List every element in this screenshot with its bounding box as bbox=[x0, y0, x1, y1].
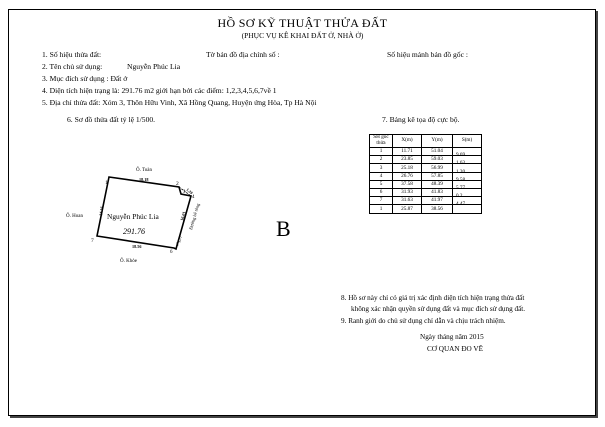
header-x: X(m) bbox=[393, 135, 422, 148]
cell-x: 23.85 bbox=[393, 156, 422, 164]
point-label-5: 5 bbox=[176, 243, 179, 248]
cell-sh: 1 bbox=[370, 205, 393, 213]
table-header-row bbox=[370, 135, 482, 148]
cell-x: 37.58 bbox=[393, 180, 422, 188]
header-y: Y(m) bbox=[422, 135, 453, 148]
north-neighbor: Ô. Toàn bbox=[136, 168, 152, 173]
cell-x: 31.63 bbox=[393, 197, 422, 205]
cell-y: 51.04 bbox=[422, 148, 453, 156]
document-title: HỒ SƠ KỸ THUẬT THỬA ĐẤT bbox=[217, 16, 388, 30]
point-label-3: 3 bbox=[183, 190, 186, 195]
map-sheet-label: Tờ bản đồ địa chính số : bbox=[206, 50, 280, 59]
point-label-7: 7 bbox=[91, 238, 94, 244]
cell-x: 25.87 bbox=[393, 205, 422, 213]
cell-sh: 4 bbox=[370, 172, 393, 180]
cell-sh: 6 bbox=[370, 188, 393, 196]
coordinate-table bbox=[369, 134, 482, 214]
cell-x: 11.71 bbox=[393, 148, 422, 156]
survey-agency: CƠ QUAN ĐO VẼ bbox=[427, 345, 483, 353]
cell-y: 38.56 bbox=[422, 205, 453, 213]
cell-sh: 7 bbox=[370, 197, 393, 205]
edge-label-5-7: 18.56 bbox=[132, 244, 142, 249]
cell-y: 41.97 bbox=[422, 197, 453, 205]
cell-sh: 5 bbox=[370, 180, 393, 188]
block-sheet-label: Số hiệu mảnh bản đồ gốc : bbox=[387, 50, 468, 59]
distance-value: 9.69 bbox=[456, 152, 466, 159]
distance-value: 5.77 bbox=[456, 185, 466, 192]
header-s: S(m) bbox=[453, 135, 482, 148]
coord-table-label: 7. Bảng kê tọa độ cực bộ. bbox=[382, 115, 460, 124]
edge-label-7-1: 14.16 bbox=[98, 206, 105, 217]
point-label-1: 1 bbox=[105, 180, 108, 186]
note-8-line-1: 8. Hồ sơ này chỉ có giá trị xác định diện tích hiện trạng thửa đất bbox=[341, 294, 525, 302]
cell-y: 56.99 bbox=[422, 164, 453, 172]
distance-value: 1.20 bbox=[456, 168, 466, 175]
cell-y: 59.03 bbox=[422, 156, 453, 164]
distance-value: 0.2 bbox=[456, 193, 463, 200]
parcel-number-label: 1. Số hiệu thửa đất: bbox=[42, 50, 102, 59]
distance-value: 4.47 bbox=[456, 201, 466, 208]
cell-x: 25.18 bbox=[393, 164, 422, 172]
cell-y: 41.83 bbox=[422, 188, 453, 196]
document-subtitle: (PHỤC VỤ KÊ KHAI ĐẤT Ở, NHÀ Ở) bbox=[241, 31, 364, 40]
north-arrow-icon: B bbox=[276, 216, 291, 241]
date-line: Ngày tháng năm 2015 bbox=[420, 333, 484, 341]
address-line: 5. Địa chỉ thửa đất: Xóm 3, Thôn Hữu Vinh, Xã Hồng Quang, Huyện ứng Hòa, Tp Hà Nội bbox=[42, 98, 317, 107]
cell-sh: 2 bbox=[370, 156, 393, 164]
point-label-6: 6 bbox=[170, 250, 173, 255]
cell-x: 31.93 bbox=[393, 188, 422, 196]
cell-s bbox=[453, 148, 482, 159]
point-label-2: 2 bbox=[176, 181, 179, 187]
point-label-4: 4 bbox=[192, 195, 195, 200]
cell-sh: 1 bbox=[370, 148, 393, 156]
edge-label-2-3: 1.20 bbox=[185, 186, 194, 196]
distance-value: 9.58 bbox=[456, 176, 466, 183]
table-row bbox=[370, 148, 482, 156]
cell-y: 48.39 bbox=[422, 180, 453, 188]
edge-label-4-5: 16.01 bbox=[179, 210, 187, 222]
owner-label: 2. Tên chủ sử dụng: bbox=[42, 62, 103, 71]
cell-y: 57.85 bbox=[422, 172, 453, 180]
note-9: 9. Ranh giới do chủ sử dụng chỉ dẫn và chịu trách nhiệm. bbox=[341, 317, 506, 325]
area-line: 4. Diện tích hiện trạng là: 291.76 m2 giới hạn bởi các điểm: 1,2,3,4,5,6,7về 1 bbox=[42, 86, 277, 95]
sketch-owner: Nguyễn Phúc Lia bbox=[107, 212, 159, 221]
note-8-line-2: không xác nhận quyền sử dụng đất và mục đích sử dụng đất. bbox=[351, 305, 526, 313]
header-sh: SH góc thửa bbox=[370, 135, 393, 148]
edge-label-1-2: 18.18 bbox=[139, 177, 149, 182]
sketch-area: 291.76 bbox=[123, 227, 145, 236]
cell-x: 26.76 bbox=[393, 172, 422, 180]
purpose-line: 3. Mục đích sử dụng : Đất ở bbox=[42, 74, 128, 83]
south-neighbor: Ô. Khỏe bbox=[120, 259, 137, 264]
edge-label-5-6: 5.77 bbox=[176, 235, 183, 244]
road-label: Đường bê tông bbox=[188, 202, 201, 231]
west-neighbor: Ô. Hoan bbox=[66, 214, 83, 219]
sketch-label: 6. Sơ đồ thửa đất tỷ lệ 1/500. bbox=[67, 115, 156, 124]
distance-value: 1.63 bbox=[456, 160, 466, 167]
cell-sh: 3 bbox=[370, 164, 393, 172]
owner-value: Nguyễn Phúc Lia bbox=[127, 62, 181, 71]
